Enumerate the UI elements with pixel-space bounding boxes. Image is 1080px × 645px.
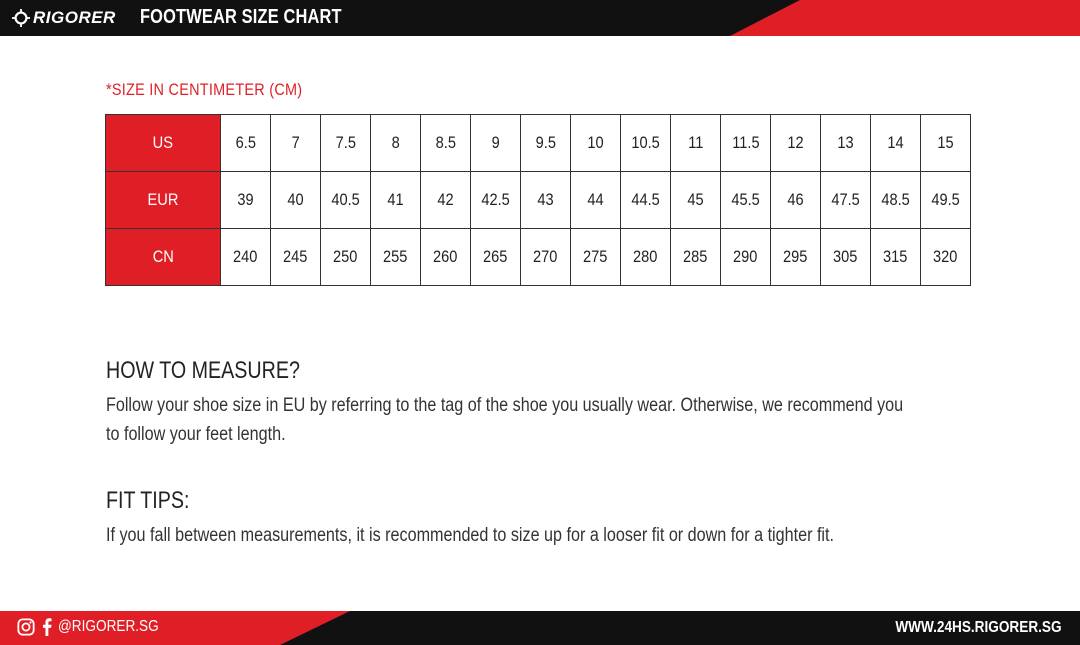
- size-value: 255: [383, 247, 408, 266]
- size-cell: [471, 115, 521, 172]
- size-cell: [721, 172, 771, 229]
- size-cell: [371, 229, 421, 286]
- size-cell: [421, 229, 471, 286]
- size-cell: [721, 115, 771, 172]
- size-value: 240: [233, 247, 258, 266]
- size-cell: [621, 172, 671, 229]
- size-value: 270: [533, 247, 558, 266]
- size-cell: [421, 172, 471, 229]
- size-value: 260: [433, 247, 458, 266]
- size-value: 275: [583, 247, 608, 266]
- size-cell: [271, 115, 321, 172]
- size-value: 13: [837, 133, 854, 152]
- size-cell: [521, 172, 571, 229]
- size-value: 10.5: [631, 133, 660, 152]
- size-value: 47.5: [831, 190, 860, 209]
- size-cell: [521, 115, 571, 172]
- size-value: 44.5: [631, 190, 660, 209]
- size-cell: [571, 115, 621, 172]
- size-value: 48.5: [881, 190, 910, 209]
- size-cell: [371, 115, 421, 172]
- size-cell: [621, 115, 671, 172]
- size-cell: [871, 229, 921, 286]
- size-cell: [221, 229, 271, 286]
- size-value: 40: [287, 190, 304, 209]
- size-value: 12: [787, 133, 804, 152]
- footer-bar: [0, 611, 1080, 645]
- size-value: 9: [491, 133, 500, 152]
- size-value: 39: [237, 190, 254, 209]
- size-value: 43: [537, 190, 554, 209]
- row-header-label: EUR: [147, 190, 179, 209]
- instagram-icon[interactable]: [17, 618, 35, 636]
- size-chart-table: [105, 114, 971, 286]
- size-cell: [571, 229, 621, 286]
- size-value: 41: [387, 190, 404, 209]
- size-cell: [821, 172, 871, 229]
- size-cell: [521, 229, 571, 286]
- fit-tips-text: If you fall between measurements, it is recommended to size up for a looser fit or down for a tighter fit.: [106, 525, 834, 546]
- size-cell: [471, 229, 521, 286]
- size-cell: [621, 229, 671, 286]
- size-value: 14: [887, 133, 904, 152]
- row-header: [106, 172, 221, 229]
- row-header: [106, 115, 221, 172]
- size-value: 305: [833, 247, 858, 266]
- size-value: 11: [687, 133, 704, 152]
- size-cell: [221, 115, 271, 172]
- size-value: 44: [587, 190, 604, 209]
- size-cell: [221, 172, 271, 229]
- header-bar: [0, 0, 1080, 36]
- size-unit-note: *SIZE IN CENTIMETER (CM): [106, 80, 303, 99]
- size-cell: [271, 172, 321, 229]
- size-cell: [871, 172, 921, 229]
- size-cell: [721, 229, 771, 286]
- size-value: 7.5: [335, 133, 356, 152]
- size-row-us: [106, 115, 971, 172]
- size-cell: [271, 229, 321, 286]
- size-value: 7: [291, 133, 300, 152]
- size-value: 45: [687, 190, 704, 209]
- size-value: 320: [933, 247, 958, 266]
- fit-tips-heading: FIT TIPS:: [106, 487, 190, 514]
- size-cell: [421, 115, 471, 172]
- size-cell: [571, 172, 621, 229]
- size-cell: [871, 115, 921, 172]
- size-value: 49.5: [931, 190, 960, 209]
- size-cell: [671, 172, 721, 229]
- size-value: 265: [483, 247, 508, 266]
- size-cell: [921, 172, 971, 229]
- social-links: [17, 618, 176, 636]
- social-handle[interactable]: @RIGORER.SG: [58, 618, 159, 635]
- size-value: 10: [587, 133, 604, 152]
- row-header-label: CN: [152, 247, 174, 266]
- size-value: 46: [787, 190, 804, 209]
- size-row-cn: [106, 229, 971, 286]
- row-header: [106, 229, 221, 286]
- size-value: 42: [437, 190, 454, 209]
- size-value: 285: [683, 247, 708, 266]
- size-value: 15: [937, 133, 954, 152]
- size-cell: [821, 229, 871, 286]
- how-to-measure-text: Follow your shoe size in EU by referring to the tag of the shoe you usually wear. Otherwise, we recommend you to follow your feet length.: [106, 395, 904, 445]
- size-cell: [321, 229, 371, 286]
- size-value: 40.5: [331, 190, 360, 209]
- size-value: 245: [283, 247, 308, 266]
- size-value: 45.5: [731, 190, 760, 209]
- size-value: 315: [883, 247, 908, 266]
- size-cell: [671, 115, 721, 172]
- size-value: 8: [391, 133, 400, 152]
- size-value: 280: [633, 247, 658, 266]
- size-value: 42.5: [481, 190, 510, 209]
- size-value: 295: [783, 247, 808, 266]
- brand-logo[interactable]: [12, 7, 116, 29]
- facebook-icon[interactable]: [42, 618, 52, 636]
- brand-name: RIGORER: [33, 8, 116, 27]
- how-to-measure-heading: HOW TO MEASURE?: [106, 357, 300, 384]
- size-value: 11.5: [731, 133, 760, 152]
- website-link[interactable]: WWW.24HS.RIGORER.SG: [895, 619, 1062, 636]
- size-row-eur: [106, 172, 971, 229]
- row-header-label: US: [152, 133, 174, 152]
- size-cell: [821, 115, 871, 172]
- size-cell: [921, 115, 971, 172]
- page-title: FOOTWEAR SIZE CHART: [140, 6, 342, 28]
- size-cell: [371, 172, 421, 229]
- size-cell: [771, 229, 821, 286]
- size-cell: [321, 172, 371, 229]
- size-value: 6.5: [235, 133, 256, 152]
- size-cell: [321, 115, 371, 172]
- size-value: 9.5: [535, 133, 556, 152]
- size-value: 8.5: [435, 133, 456, 152]
- size-cell: [771, 115, 821, 172]
- size-cell: [671, 229, 721, 286]
- header-red-accent: [730, 0, 1080, 36]
- size-cell: [471, 172, 521, 229]
- size-value: 250: [333, 247, 358, 266]
- size-cell: [921, 229, 971, 286]
- size-value: 290: [733, 247, 758, 266]
- size-cell: [771, 172, 821, 229]
- crosshair-logo-icon: [12, 9, 30, 27]
